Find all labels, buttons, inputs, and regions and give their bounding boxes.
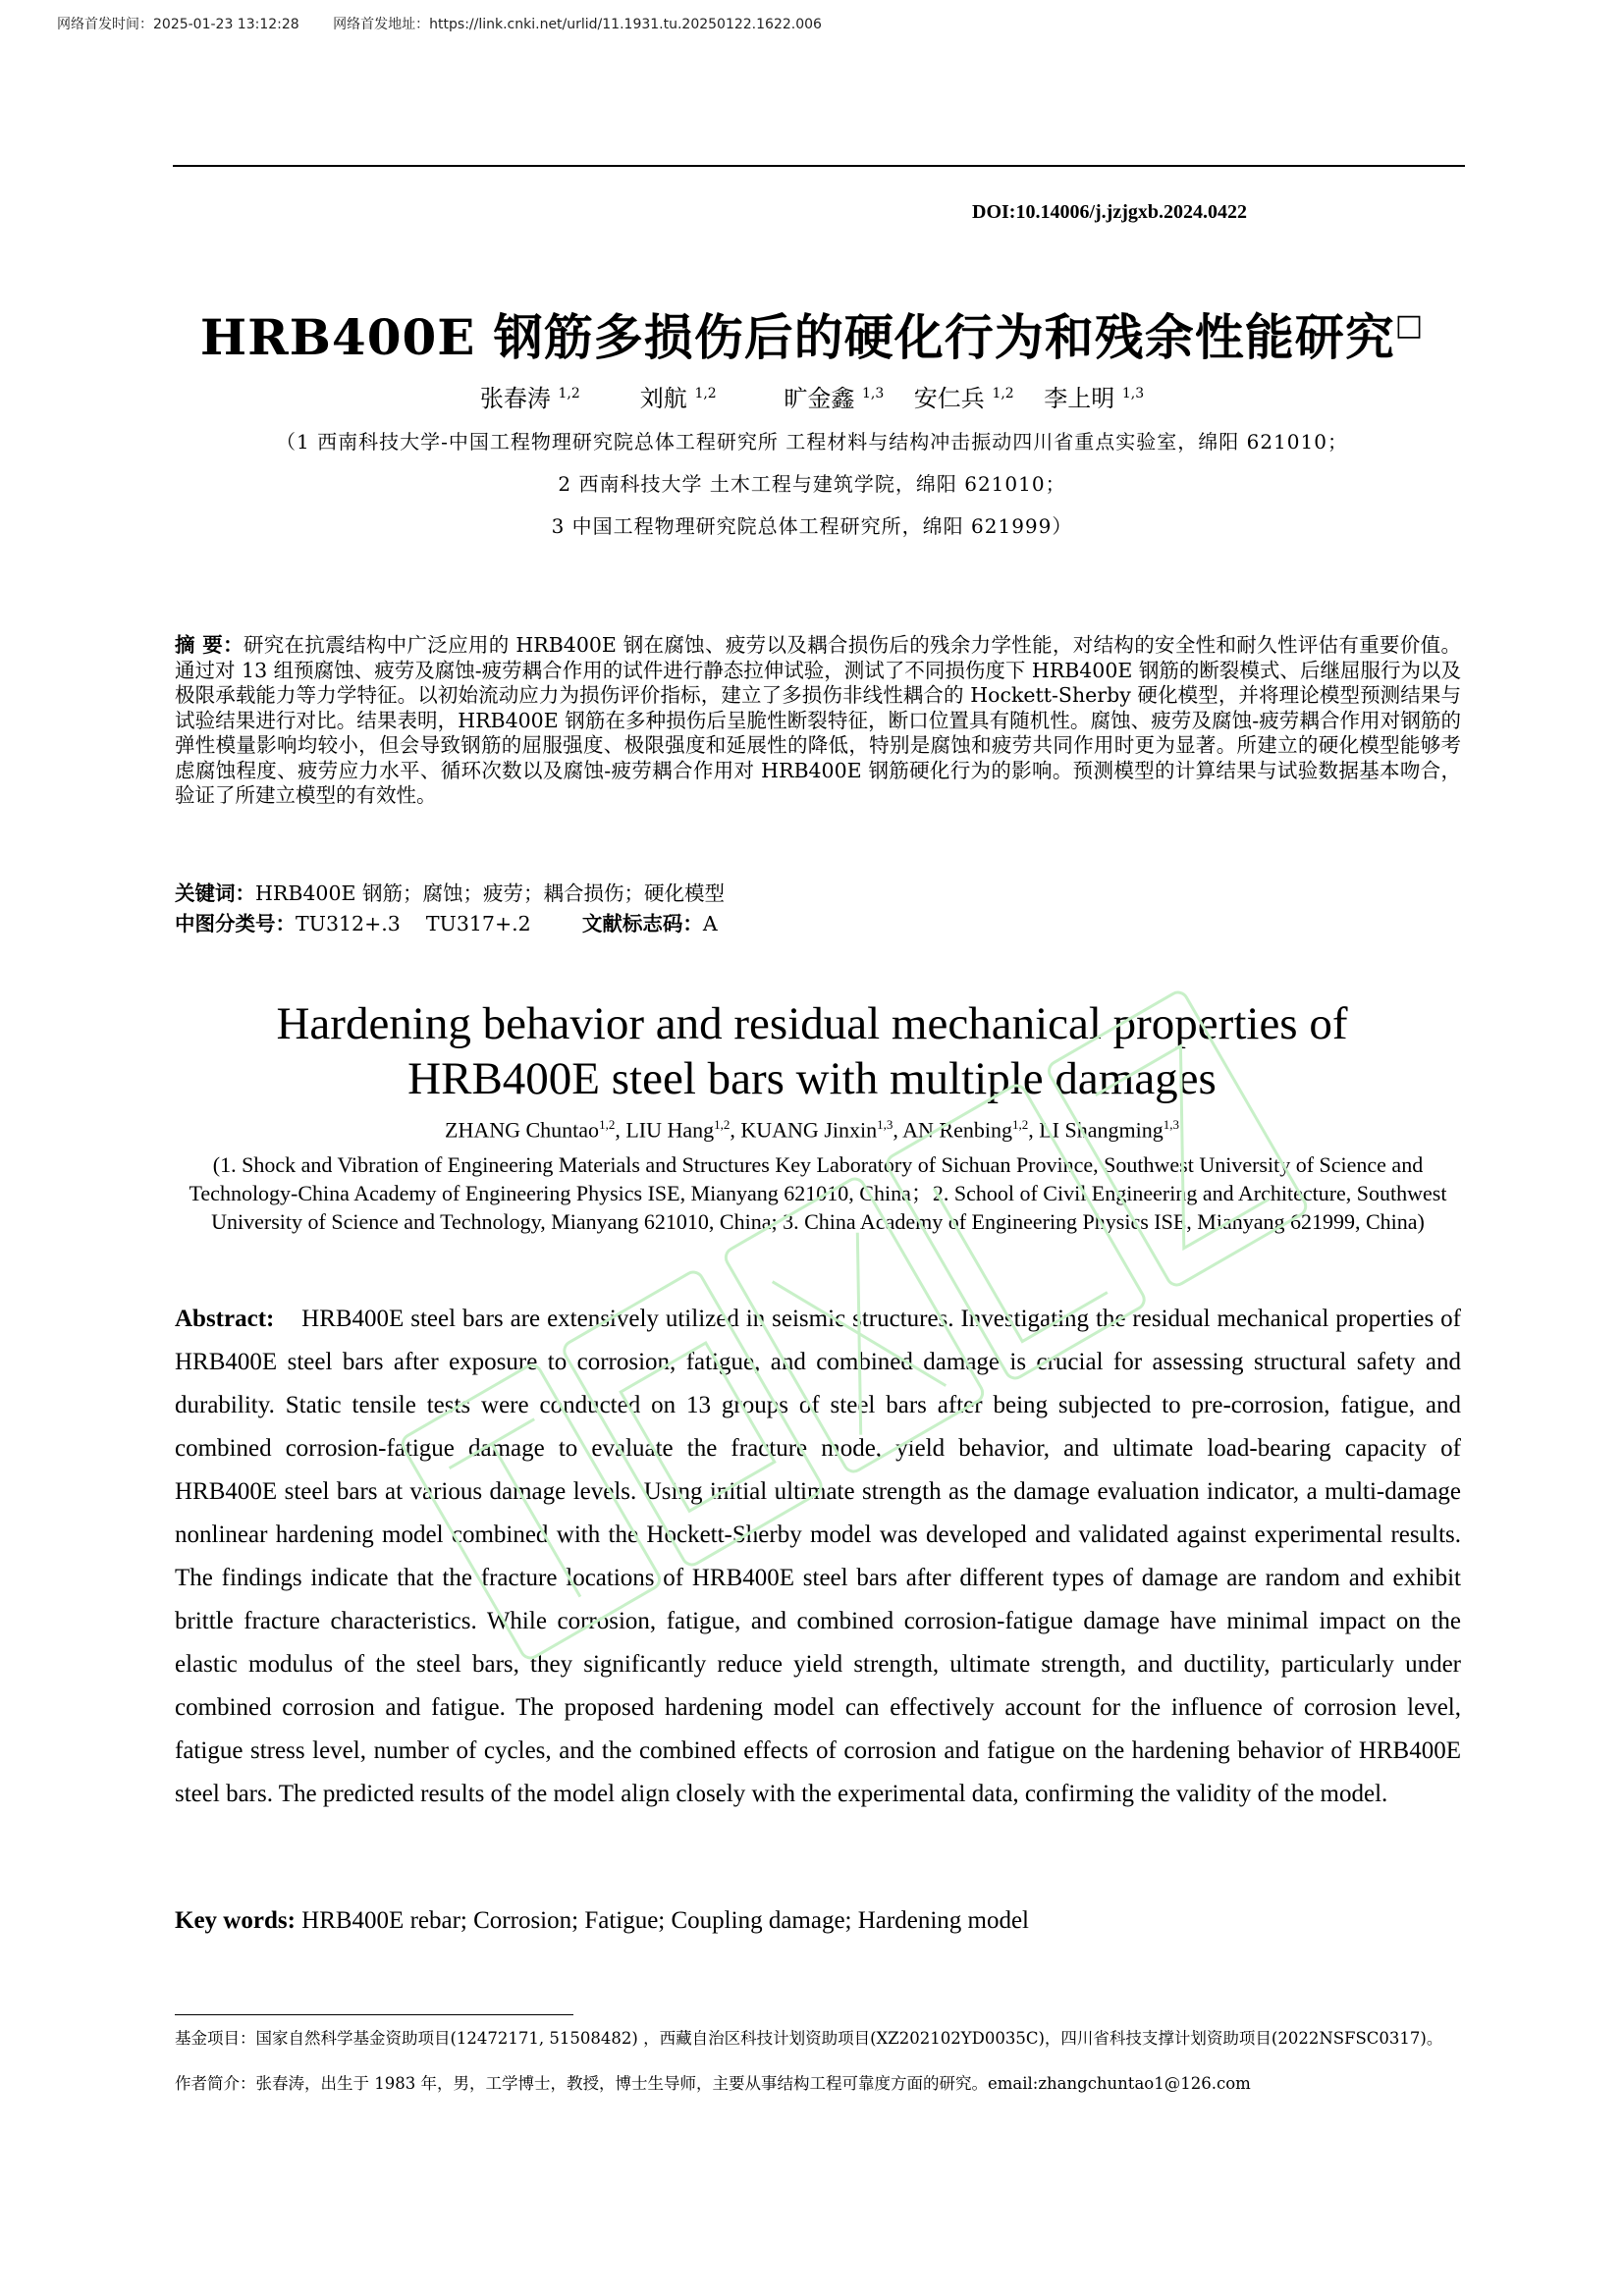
author-en: ZHANG Chuntao: [445, 1117, 600, 1143]
title-chinese-text: HRB400E 钢筋多损伤后的硬化行为和残余性能研究: [199, 308, 1395, 366]
author-en: KUANG Jinxin: [740, 1117, 878, 1143]
abstract-en-label: Abstract:: [175, 1306, 275, 1332]
title-english: [0, 996, 1624, 1106]
doc-code-value: A: [702, 912, 718, 935]
title-chinese: [0, 298, 1624, 369]
keywords-en-text: HRB400E rebar; Corrosion; Fatigue; Coupling damage; Hardening model: [301, 1907, 1030, 1934]
abstract-english: [175, 1298, 1461, 1816]
authors-chinese: 张春涛 $^{1,2}$ 刘航 $^{1,2}$ 旷金鑫 $^{1,3}$ 安仁兵 $^{1,2}$ 李上明 $^{1,3}$: [479, 385, 1145, 412]
abstract-en-text: HRB400E steel bars are extensively utilized in seismic structures. Investigating the residual mechanical properties of HRB400E steel bars after exposure to corrosion, fatigue, and combined damage is crucial for assessing structural safety and durability. Static tensile tests were conducted on 13 groups of steel bars after being subjected to pre-corrosion, fatigue, and combined corrosion-fatigue damage to evaluate the fracture mode, yield behavior, and ultimate load-bearing capacity of HRB400E steel bars at various damage levels. Using initial ultimate strength as the damage evaluation indicator, a multi-damage nonlinear hardening model combined with the Hockett-Sherby model was developed and validated against experimental results. The findings indicate that the fracture locations of HRB400E steel bars after different types of damage are random and exhibit brittle fracture characteristics. While corrosion, fatigue, and combined corrosion-fatigue damage have minimal impact on the elastic modulus of the steel bars, they significantly reduce yield strength, ultimate strength, and ductility, particularly under combined corrosion and fatigue. The proposed hardening model can effectively account for the influence of corrosion level, fatigue stress level, number of cycles, and the combined effects of corrosion and fatigue on the hardening behavior of HRB400E steel bars. The predicted results of the model align closely with the experimental data, confirming the validity of the model.: [175, 1306, 1462, 1807]
abstract-cn-label: 摘 要：: [175, 633, 244, 657]
keywords-english: [175, 1907, 1029, 1935]
footnote-author-bio: 作者简介：张春涛，出生于 1983 年，男，工学博士，教授，博士生导师，主要从事结构工程可靠度方面的研究。email:zhangchuntao1@126.com: [175, 2074, 1251, 2093]
keywords-cn-label: 关键词：: [175, 881, 255, 905]
publication-header: [57, 14, 851, 33]
authors-english: ZHANG Chuntao$^{1,2}$, LIU Hang$^{1,2}$, KUANG Jinxin$^{1,3}$, AN Renbing$^{1,2}$, LI Shangming$^{1,3}$: [445, 1117, 1179, 1143]
author-cn: 张春涛: [479, 385, 551, 412]
abstract-chinese: [175, 633, 1461, 809]
title-en-line1: Hardening behavior and residual mechanical properties of: [276, 998, 1348, 1049]
author-en: AN Renbing: [902, 1117, 1012, 1143]
footnote-rule: [175, 2014, 573, 2015]
keywords-cn-text: HRB400E 钢筋；腐蚀；疲劳；耦合损伤；硬化模型: [255, 881, 725, 905]
affiliations-english: (1. Shock and Vibration of Engineering Materials and Structures Key Laboratory of Sichuan Province, Southwest University of Science and Technology-China Academy of Engineering Physics ISE, Mianyang 621010, China；2. School of Civil Engineering and Architecture, Southwest University of Science and Technology, Mianyang 621010, China; 3. China Academy of Engineering Physics ISE, Mianyang 621999, China): [189, 1152, 1447, 1234]
affiliation-cn-1: （1 西南科技大学-中国工程物理研究院总体工程研究所 工程材料与结构冲击振动四川省重点实验室，绵阳 621010；: [276, 430, 1348, 454]
author-cn: 安仁兵: [913, 385, 985, 412]
affiliation-cn-2: 2 西南科技大学 土木工程与建筑学院，绵阳 621010；: [558, 472, 1066, 496]
author-en: LI Shangming: [1039, 1117, 1164, 1143]
keywords-en-label: Key words:: [175, 1907, 296, 1934]
author-cn: 旷金鑫: [784, 385, 855, 412]
publish-url[interactable]: 网络首发地址：https://link.cnki.net/urlid/11.1931.tu.20250122.1622.006: [333, 17, 822, 32]
classification-line: [175, 907, 718, 936]
header-rule: [173, 165, 1465, 167]
doc-code-label: 文献标志码：: [581, 912, 703, 935]
publish-time: 网络首发时间：2025-01-23 13:12:28: [57, 17, 299, 32]
affiliation-cn-3: 3 中国工程物理研究院总体工程研究所，绵阳 621999）: [551, 514, 1073, 538]
keywords-chinese: [175, 877, 725, 906]
abstract-cn-text: 研究在抗震结构中广泛应用的 HRB400E 钢在腐蚀、疲劳以及耦合损伤后的残余力学性能，对结构的安全性和耐久性评估有重要价值。通过对 13 组预腐蚀、疲劳及腐蚀-疲劳耦合作用的试件进行静态拉伸试验，测试了不同损伤度下 HRB400E 钢筋的断裂模式、后继屈服行为以及极限承载能力等力学特征。以初始流动应力为损伤评价指标，建立了多损伤非线性耦合的 Hockett-Sherby 硬化模型，并将理论模型预测结果与试验结果进行对比。结果表明，HRB400E 钢筋在多种损伤后呈脆性断裂特征，断口位置具有随机性。腐蚀、疲劳及腐蚀-疲劳耦合作用对钢筋的弹性模量影响均较小，但会导致钢筋的屈服强度、极限强度和延展性的降低，特别是腐蚀和疲劳共同作用时更为显著。所建立的硬化模型能够考虑腐蚀程度、疲劳应力水平、循环次数以及腐蚀-疲劳耦合作用对 HRB400E 钢筋硬化行为的影响。预测模型的计算结果与试验数据基本吻合，验证了所建立模型的有效性。: [175, 633, 1462, 807]
footnote-funding: 基金项目：国家自然科学基金资助项目(12472171, 51508482) ，西藏自治区科技计划资助项目(XZ202102YD0035C)，四川省科技支撑计划资助项目(2022NSFSC0317)。: [175, 2029, 1443, 2048]
classification-label: 中图分类号：: [175, 912, 296, 935]
author-cn: 李上明: [1044, 385, 1115, 412]
classification-value: TU312+.3 TU317+.2: [296, 912, 531, 935]
title-footnote-mark: □: [1394, 308, 1425, 343]
author-cn: 刘航: [639, 385, 687, 412]
author-en: LIU Hang: [625, 1117, 715, 1143]
title-en-line2: HRB400E steel bars with multiple damages: [407, 1053, 1217, 1104]
doi[interactable]: DOI:10.14006/j.jzjgxb.2024.0422: [972, 201, 1247, 223]
